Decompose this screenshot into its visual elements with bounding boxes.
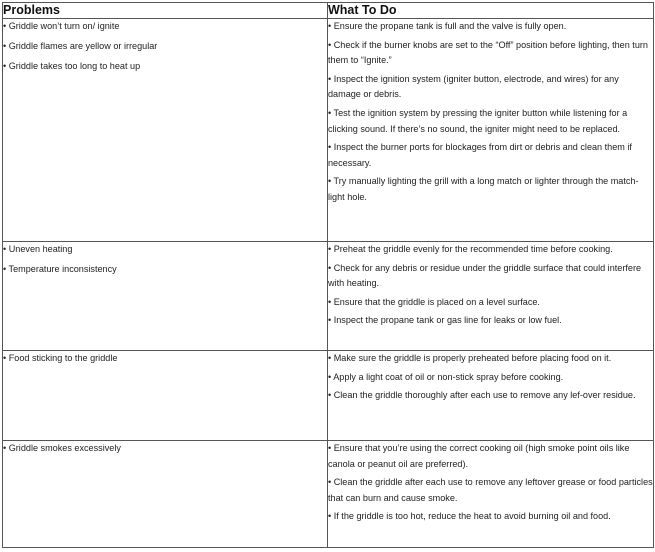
action-item: • Inspect the propane tank or gas line for leaks or low fuel.	[328, 315, 562, 326]
problems-column-header: Problems	[3, 3, 328, 19]
problem-item: • Griddle flames are yellow or irregular	[3, 41, 158, 52]
actions-cell	[328, 19, 654, 242]
problem-item: • Uneven heating	[3, 244, 73, 254]
table-row	[3, 19, 654, 242]
action-item: • Make sure the griddle is properly preheated before placing food on it.	[328, 353, 612, 363]
action-item: • Check for any debris or residue under the griddle surface that could interfere with heating.	[328, 262, 642, 289]
table-header-row	[3, 3, 654, 19]
action-item: • Ensure the propane tank is full and the valve is fully open.	[328, 21, 567, 31]
action-item: • Preheat the griddle evenly for the recommended time before cooking.	[328, 244, 613, 254]
problems-cell	[3, 351, 328, 441]
table-row	[3, 242, 654, 351]
problems-cell	[3, 242, 328, 351]
problems-cell	[3, 441, 328, 548]
action-item: • Inspect the ignition system (igniter button, electrode, and wires) for any damage or debris.	[328, 73, 619, 100]
what-to-do-column-header: What To Do	[328, 3, 654, 19]
action-item: • Check if the burner knobs are set to the “Off” position before lighting, then turn them to “Ignite.”	[328, 39, 648, 66]
action-item: • Inspect the burner ports for blockages from dirt or debris and clean them if necessary.	[328, 142, 632, 168]
problem-item: • Griddle won’t turn on/ ignite	[3, 21, 120, 31]
problems-cell	[3, 19, 328, 242]
actions-cell	[328, 242, 654, 351]
problem-item: • Food sticking to the griddle	[3, 353, 118, 363]
action-item: • Apply a light coat of oil or non-stick spray before cooking.	[328, 371, 564, 382]
actions-cell	[328, 351, 654, 441]
troubleshooting-table	[2, 2, 654, 548]
problem-item: • Temperature inconsistency	[3, 264, 117, 275]
action-item: • Clean the griddle thoroughly after each use to remove any lef-over residue.	[328, 390, 636, 401]
table-row	[3, 351, 654, 441]
table-row	[3, 441, 654, 548]
problem-item: • Griddle smokes excessively	[3, 443, 121, 453]
action-item: • Try manually lighting the grill with a long match or lighter through the match-light hole.	[328, 176, 639, 202]
problem-item: • Griddle takes too long to heat up	[3, 61, 141, 72]
action-item: • If the griddle is too hot, reduce the heat to avoid burning oil and food.	[328, 511, 611, 522]
action-item: • Ensure that the griddle is placed on a level surface.	[328, 296, 540, 307]
actions-cell	[328, 441, 654, 548]
action-item: • Test the ignition system by pressing the igniter button while listening for a clicking sound. If there’s no sound, the igniter might need to be replaced.	[328, 107, 628, 134]
action-item: • Clean the griddle after each use to remove any leftover grease or food particles that can burn and cause smoke.	[328, 477, 653, 503]
action-item: • Ensure that you’re using the correct cooking oil (high smoke point oils like canola or peanut oil are preferred).	[328, 443, 630, 469]
